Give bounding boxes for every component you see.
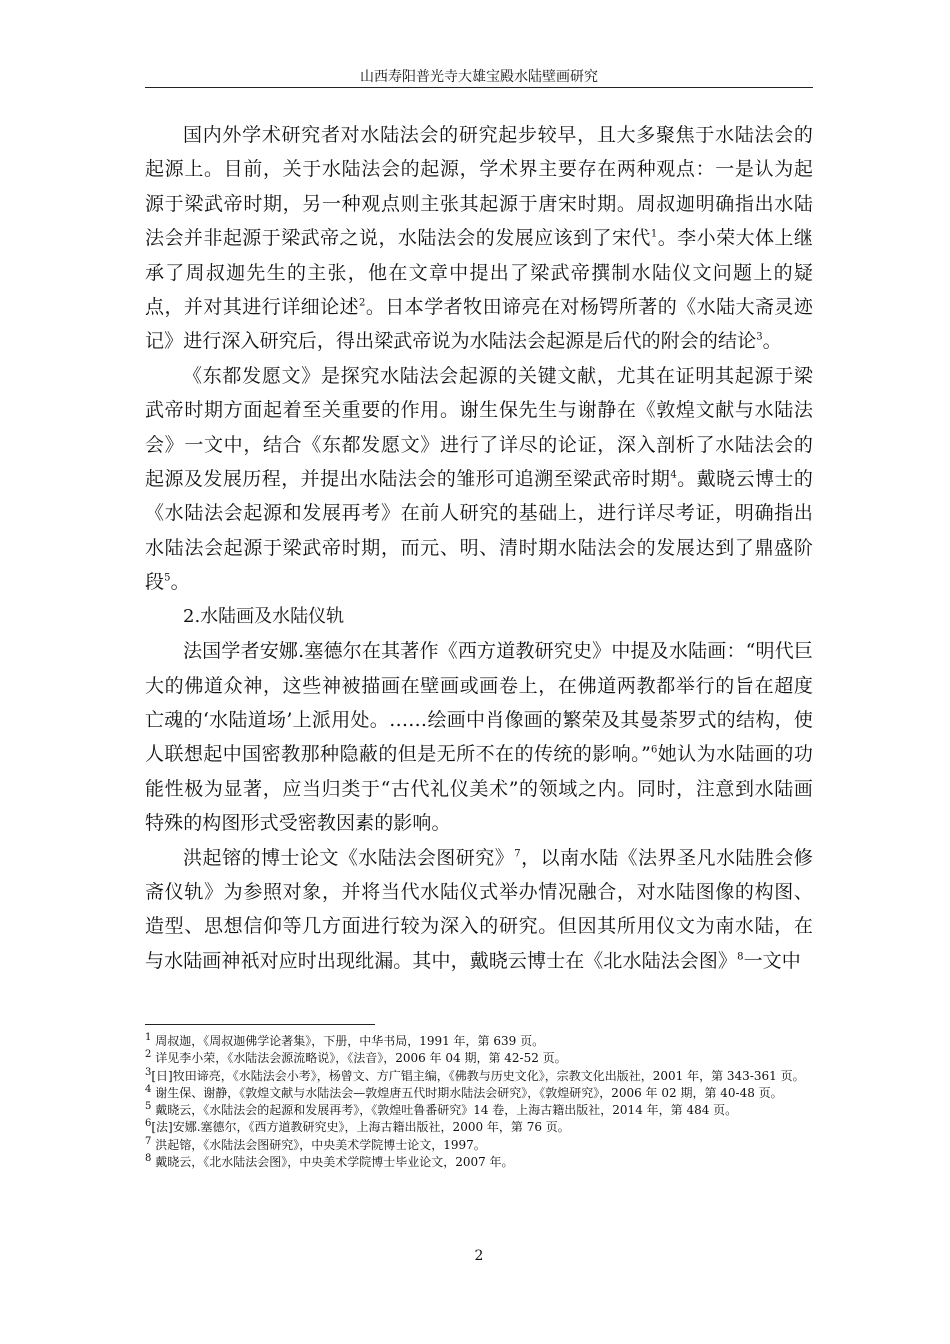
footnote-ref-1[interactable]: 1 [650,228,658,240]
footnote-rule [145,1024,375,1025]
running-header: 山西寿阳普光寺大雄宝殿水陆壁画研究 [360,69,598,85]
header-rule [145,87,813,88]
main-text [145,118,813,978]
footnotes [145,1033,813,1171]
footnote: $^6$[法]安娜.塞德尔，《西方道教研究史》，上海古籍出版社，2000 年，第 76 页。 [145,1118,570,1135]
footnote: $^1$ 周叔迦，《周叔迦佛学论著集》，下册，中华书局，1991 年，第 639 页。 [145,1032,545,1048]
footnote: $^2$ 详见李小荣，《水陆法会源流略说》，《法音》，2006 年 04 期，第 42-52 页。 [145,1049,567,1066]
footnote-ref-8[interactable]: 8 [737,951,744,963]
paragraph-seidel: 法国学者安娜.塞德尔在其著作《西方道教研究史》中提及水陆画：“明代巨大的佛道众神，这些神被描画在壁画或画卷上，在佛道两教都举行的旨在超度亡魂的‘水陆道场’上派用处。……绘画中肖像画的繁荣及其曼荼罗式的结构，使人联想起中国密教那种隐蔽的但是无所不在的传统的影响。”$^6$她认为水陆画的功能性极为显著，应当归类于“古代礼仪美术”的领域之内。同时，注意到水陆画特殊的构图形式受密教因素的影响。 [145,640,813,835]
paragraph-origins: 国内外学术研究者对水陆法会的研究起步较早，且大多聚焦于水陆法会的起源上。目前，关于水陆法会的起源，学术界主要存在两种观点：一是认为起源于梁武帝时期，另一种观点则主张其起源于唐宋时期。周叔迦明确指出水陆法会并非起源于梁武帝之说，水陆法会的发展应该到了宋代$^1$。李小荣大体上继承了周叔迦先生的主张，他在文章中提出了梁武帝撰制水陆仪文问题上的疑点，并对其进行详细论述$^2$。日本学者牧田谛亮在对杨锷所著的《水陆大斋灵迹记》进行深入研究后，得出梁武帝说为水陆法会起源是后代的附会的结论$^3$。 [145,124,813,353]
footnote-ref-6[interactable]: 6 [650,744,658,756]
footnote: $^4$ 谢生保、谢静，《敦煌文献与水陆法会—敦煌唐五代时期水陆法会研究》，《敦煌研究》，2006 年 02 期，第 40-48 页。 [145,1083,783,1100]
paragraph-dongdu: 《东都发愿文》是探究水陆法会起源的关键文献，尤其在证明其起源于梁武帝时期方面起着至关重要的作用。谢生保先生与谢静在《敦煌文献与水陆法会》一文中，结合《东都发愿文》进行了详尽的论证，深入剖析了水陆法会的起源及发展历程，并提出水陆法会的雏形可追溯至梁武帝时期$^4$。戴晓云博士的《水陆法会起源和发展再考》在前人研究的基础上，进行详尽考证，明确指出水陆法会起源于梁武帝时期，而元、明、清时期水陆法会的发展达到了鼎盛阶段$^5$。 [145,364,814,594]
footnote-ref-7[interactable]: 7 [514,848,521,860]
paragraph-hong: 洪起镕的博士论文《水陆法会图研究》$^7$，以南水陆《法界圣凡水陆胜会修斋仪轨》为参照对象，并将当代水陆仪式举办情况融合，对水陆图像的构图、造型、思想信仰等几方面进行较为深入的研究。但因其所用仪文为南水陆，在与水陆画神祇对应时出现纰漏。其中，戴晓云博士在《北水陆法会图》$^8$一文中 [145,846,813,972]
page-number: 2 [474,1248,484,1264]
footnote: $^3$[日]牧田谛亮，《水陆法会小考》，杨曾文、方广锠主编，《佛教与历史文化》，宗教文化出版社，2001 年，第 343-361 页。 [145,1066,805,1083]
footnote-ref-3[interactable]: 3 [756,332,763,344]
section-subheading: 2.水陆画及水陆仪轨 [183,605,345,627]
footnote-ref-5[interactable]: 5 [164,572,171,584]
footnote: $^8$ 戴晓云，《北水陆法会图》，中央美术学院博士毕业论文，2007 年。 [145,1153,514,1170]
footnote-ref-4[interactable]: 4 [670,469,677,481]
footnote: $^7$ 洪起镕，《水陆法会图研究》，中央美术学院博士论文，1997。 [145,1135,486,1152]
footnote-ref-2[interactable]: 2 [359,297,366,309]
footnote: $^5$ 戴晓云，《水陆法会的起源和发展再考》，《敦煌吐鲁番研究》14 卷，上海古籍出版社，2014 年，第 484 页。 [145,1101,738,1118]
